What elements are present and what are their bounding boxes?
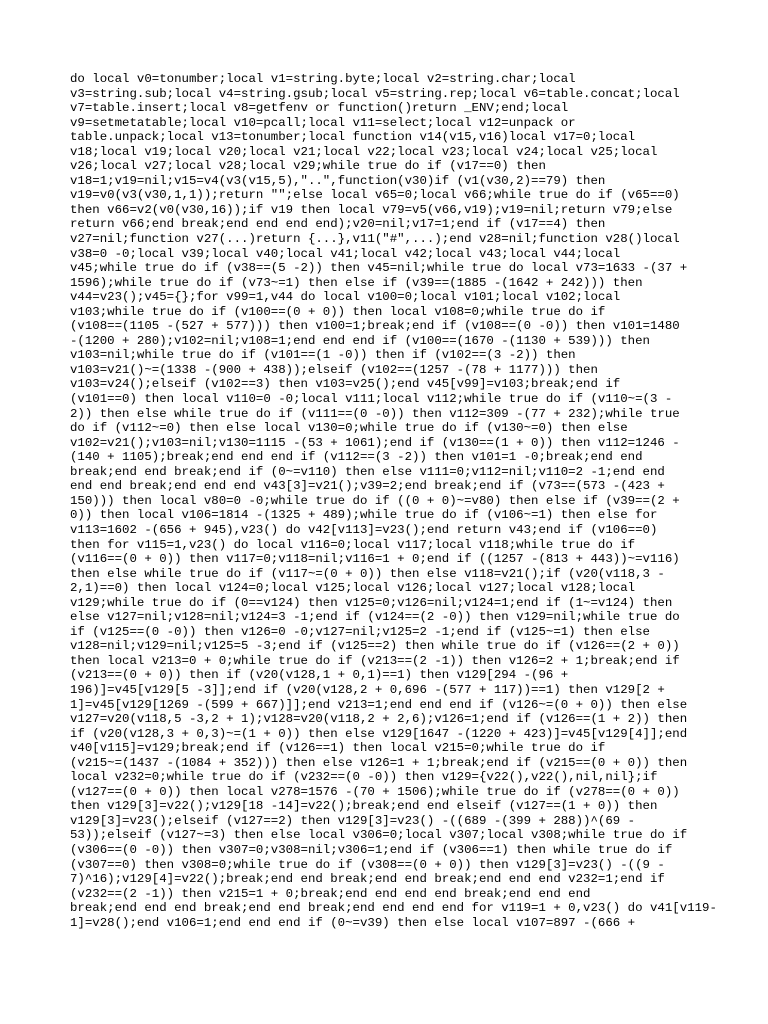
code-line: v103=nil;while true do if (v101==(1 -0)) then if (v102==(3 -2)) then (70, 348, 576, 363)
code-line: v45;while true do if (v38==(5 -2)) then v45=nil;while true do local v73=1633 -(37 + (70, 261, 688, 276)
code-line: v9=setmetatable;local v10=pcall;local v11=select;local v12=unpack or (70, 115, 576, 130)
code-line: v103=v21()~=(1338 -(900 + 438));elseif (v102==(1257 -(78 + 1177))) then (70, 362, 598, 377)
code-line: 1]=v28();end v106=1;end end end if (0~=v39) then else local v107=897 -(666 + (70, 915, 636, 930)
code-line: break;end end break;end if (0~=v110) then else v111=0;v112=nil;v110=2 -1;end end (70, 464, 665, 479)
code-line: break;end end end break;end end break;end end end end for v119=1 + 0,v23() do v41[v119- (70, 901, 717, 916)
code-line: v128=nil;v129=nil;v125=5 -3;end if (v125==2) then while true do if (v126==(2 + 0)) (70, 639, 680, 654)
code-line: (v108==(1105 -(527 + 577))) then v100=1;break;end if (v108==(0 -0)) then v101=1480 (70, 319, 680, 334)
code-line: 2)) then else while true do if (v111==(0 -0)) then v112=309 -(77 + 232);while true (70, 406, 680, 421)
code-line: (v307==0) then v308=0;while true do if (v308==(0 + 0)) then v129[3]=v23() -((9 - (70, 857, 665, 872)
code-line: 7)^16);v129[4]=v22();break;end end break;end end break;end end end v232=1;end if (70, 872, 665, 887)
code-line: v44=v23();v45={};for v99=1,v44 do local v100=0;local v101;local v102;local (70, 290, 621, 305)
code-line: -(1200 + 280);v102=nil;v108=1;end end end if (v100==(1670 -(1130 + 539))) then (70, 333, 650, 348)
code-line: 150))) then local v80=0 -0;while true do if ((0 + 0)~=v80) then else if (v39==(2 + (70, 493, 680, 508)
code-line: local v232=0;while true do if (v232==(0 -0)) then v129={v22(),v22(),nil,nil};if (70, 770, 658, 785)
code-line: else v127=nil;v128=nil;v124=3 -1;end if (v124==(2 -0)) then v129=nil;while true do (70, 610, 680, 625)
code-line: v18=1;v19=nil;v15=v4(v3(v15,5),"..",function(v30)if (v1(v30,2)==79) then (70, 173, 606, 188)
code-line: (140 + 1105);break;end end end if (v112==(3 -2)) then v101=1 -0;break;end end (70, 450, 643, 465)
code-line: do local v0=tonumber;local v1=string.byte;local v2=string.char;local (70, 72, 576, 86)
code-line: v129[3]=v23();elseif (v127==2) then v129[3]=v23() -((689 -(399 + 288))^(69 - (70, 813, 636, 828)
code-line: v27=nil;function v27(...)return {...},v11("#",...);end v28=nil;function v28()local (70, 232, 680, 247)
code-line: v3=string.sub;local v4=string.gsub;local v5=string.rep;local v6=table.concat;local (70, 86, 680, 101)
code-line: then else while true do if (v117~=(0 + 0)) then else v118=v21();if (v20(v118,3 - (70, 566, 665, 581)
code-line: then v129[3]=v22();v129[18 -14]=v22();break;end end elseif (v127==(1 + 0)) then (70, 799, 658, 814)
code-line: 1596);while true do if (v73~=1) then else if (v39==(1885 -(1642 + 242))) then (70, 275, 643, 290)
code-line: (v127==(0 + 0)) then local v278=1576 -(70 + 1506);while true do if (v278==(0 + 0)) (70, 784, 680, 799)
code-line: do if (v112~=0) then else local v130=0;while true do if (v130~=0) then else (70, 421, 628, 436)
code-line: 196)]=v45[v129[5 -3]];end if (v20(v128,2 + 0,696 -(577 + 117))==1) then v129[2 + (70, 682, 665, 697)
code-line: 53));elseif (v127~=3) then else local v306=0;local v307;local v308;while true do if (70, 828, 688, 843)
code-line: if (v20(v128,3 + 0,3)~=(1 + 0)) then else v129[1647 -(1220 + 423)]=v45[v129[4]];end (70, 726, 688, 741)
code-line: v113=1602 -(656 + 945),v23() do v42[v113]=v23();end return v43;end if (v106==0) (70, 522, 658, 537)
code-line: v129;while true do if (0==v124) then v125=0;v126=nil;v124=1;end if (1~=v124) then (70, 595, 673, 610)
code-line: 0)) then local v106=1814 -(1325 + 489);while true do if (v106~=1) then else for (70, 508, 658, 523)
code-line: then v66=v2(v0(v30,16));if v19 then local v79=v5(v66,v19);v19=nil;return v79;else (70, 202, 673, 217)
code-line: v26;local v27;local v28;local v29;while true do if (v17==0) then (70, 159, 546, 174)
code-line: v103=v24();elseif (v102==3) then v103=v25();end v45[v99]=v103;break;end if (70, 377, 621, 392)
code-block (70, 72, 717, 930)
code-line: v19=v0(v3(v30,1,1));return "";else local v65=0;local v66;while true do if (v65==0) (70, 188, 680, 203)
code-line: (v215~=(1437 -(1084 + 352))) then else v126=1 + 1;break;end if (v215==(0 + 0)) then (70, 755, 688, 770)
code-line: (v232==(2 -1)) then v215=1 + 0;break;end end end end break;end end end (70, 886, 591, 901)
code-line: v38=0 -0;local v39;local v40;local v41;local v42;local v43;local v44;local (70, 246, 621, 261)
code-line: return v66;end break;end end end end);v20=nil;v17=1;end if (v17==4) then (70, 217, 606, 232)
code-line: v102=v21();v103=nil;v130=1115 -(53 + 1061);end if (v130==(1 + 0)) then v112=1246 - (70, 435, 680, 450)
code-line: 2,1)==0) then local v124=0;local v125;local v126;local v127;local v128;local (70, 581, 636, 596)
code-line: (v213==(0 + 0)) then if (v20(v128,1 + 0,1)==1) then v129[294 -(96 + (70, 668, 569, 683)
code-line: v40[v115]=v129;break;end if (v126==1) then local v215=0;while true do if (70, 741, 606, 756)
code-line: end end break;end end end v43[3]=v21();v39=2;end break;end if (v73==(573 -(423 + (70, 479, 665, 494)
code-line: v18;local v19;local v20;local v21;local v22;local v23;local v24;local v25;local (70, 144, 658, 159)
code-line: v7=table.insert;local v8=getfenv or function()return _ENV;end;local (70, 101, 569, 116)
code-line: 1]=v45[v129[1269 -(599 + 667)]];end v213=1;end end end if (v126~=(0 + 0)) then else (70, 697, 688, 712)
code-line: (v101==0) then local v110=0 -0;local v111;local v112;while true do if (v110~=(3 - (70, 392, 673, 407)
code-line: v127=v20(v118,5 -3,2 + 1);v128=v20(v118,2 + 2,6);v126=1;end if (v126==(1 + 2)) then (70, 712, 688, 727)
code-line: if (v125==(0 -0)) then v126=0 -0;v127=nil;v125=2 -1;end if (v125~=1) then else (70, 624, 650, 639)
code-line: then for v115=1,v23() do local v116=0;local v117;local v118;while true do if (70, 537, 636, 552)
code-line: table.unpack;local v13=tonumber;local function v14(v15,v16)local v17=0;local (70, 130, 636, 145)
code-line: (v116==(0 + 0)) then v117=0;v118=nil;v116=1 + 0;end if ((1257 -(813 + 443))~=v116) (70, 552, 680, 567)
code-line: then local v213=0 + 0;while true do if (v213==(2 -1)) then v126=2 + 1;break;end if (70, 653, 680, 668)
code-line: (v306==(0 -0)) then v307=0;v308=nil;v306=1;end if (v306==1) then while true do if (70, 842, 673, 857)
code-line: v103;while true do if (v100==(0 + 0)) then local v108=0;while true do if (70, 304, 606, 319)
